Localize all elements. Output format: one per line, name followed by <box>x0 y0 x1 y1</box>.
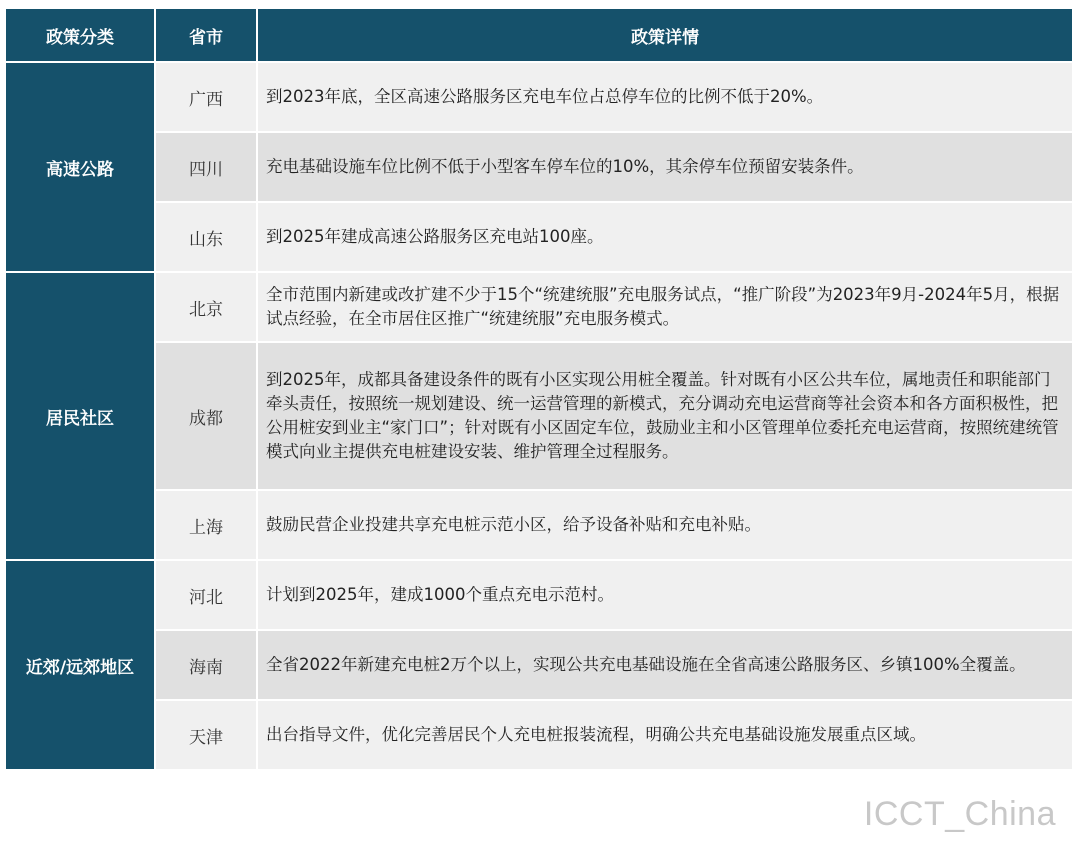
detail-cell: 全省2022年新建充电桩2万个以上，实现公共充电基础设施在全省高速公路服务区、乡镇100%全覆盖。 <box>258 629 1072 699</box>
detail-cell: 鼓励民营企业投建共享充电桩示范小区，给予设备补贴和充电补贴。 <box>258 489 1072 559</box>
header-detail: 政策详情 <box>258 9 1072 61</box>
province-cell: 天津 <box>156 699 258 769</box>
detail-cell: 到2023年底，全区高速公路服务区充电车位占总停车位的比例不低于20%。 <box>258 61 1072 131</box>
detail-cell: 全市范围内新建或改扩建不少于15个“统建统服”充电服务试点，“推广阶段”为2023年9月-2024年5月，根据试点经验，在全市居住区推广“统建统服”充电服务模式。 <box>258 271 1072 341</box>
category-highway: 高速公路 <box>6 61 156 271</box>
category-suburban: 近郊/远郊地区 <box>6 559 156 769</box>
detail-cell: 充电基础设施车位比例不低于小型客车停车位的10%，其余停车位预留安装条件。 <box>258 131 1072 201</box>
province-cell: 四川 <box>156 131 258 201</box>
detail-cell: 到2025年建成高速公路服务区充电站100座。 <box>258 201 1072 271</box>
province-cell: 广西 <box>156 61 258 131</box>
category-residential: 居民社区 <box>6 271 156 559</box>
watermark: ICCT_China <box>863 795 1056 833</box>
province-cell: 山东 <box>156 201 258 271</box>
province-cell: 成都 <box>156 341 258 489</box>
province-cell: 北京 <box>156 271 258 341</box>
detail-cell: 计划到2025年，建成1000个重点充电示范村。 <box>258 559 1072 629</box>
policy-table <box>6 9 1072 769</box>
province-cell: 河北 <box>156 559 258 629</box>
detail-cell: 到2025年，成都具备建设条件的既有小区实现公用桩全覆盖。针对既有小区公共车位，属地责任和职能部门牵头责任，按照统一规划建设、统一运营管理的新模式，充分调动充电运营商等社会资本和各方面积极性，把公用桩安到业主“家门口”；针对既有小区固定车位，鼓励业主和小区管理单位委托充电运营商，按照统建统管模式向业主提供充电桩建设安装、维护管理全过程服务。 <box>258 341 1072 489</box>
header-category: 政策分类 <box>6 9 156 61</box>
header-province: 省市 <box>156 9 258 61</box>
province-cell: 上海 <box>156 489 258 559</box>
detail-cell: 出台指导文件，优化完善居民个人充电桩报装流程，明确公共充电基础设施发展重点区域。 <box>258 699 1072 769</box>
province-cell: 海南 <box>156 629 258 699</box>
